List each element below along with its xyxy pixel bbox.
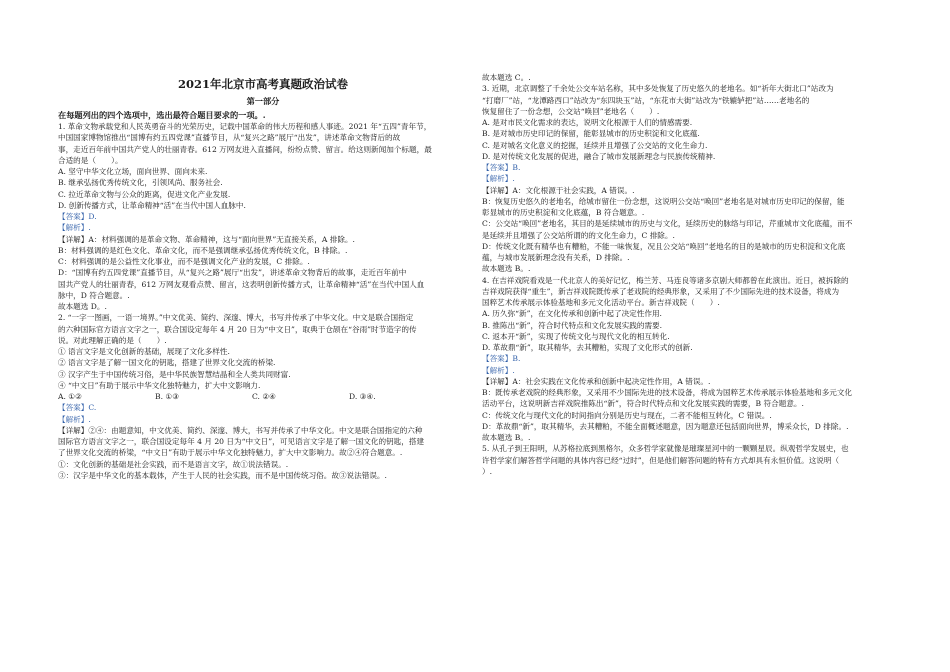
- q2-detail-line: ①：文化创新的基础是社会实践，而不是语言文字，故①说法错误。.: [58, 459, 289, 469]
- q2-option-b: B. ①③: [155, 392, 180, 401]
- q5-stem-line: 许哲学家们解答哲学问题的具体内容已经“过时”，但是他们解答问题的特有方式却具有永恒价值。这说明（: [482, 455, 840, 465]
- part-heading: 第一部分: [246, 96, 280, 106]
- q3-stem-line: 恢复留住了一份念想，公交站“唤回”老地名（ ）.: [482, 106, 660, 116]
- q3-answer: 【答案】B.: [482, 163, 521, 172]
- q4-detail-line: C：传统文化与现代文化的时间指向分别是历史与现在，二者不能相互转化，C 错误。.: [482, 410, 772, 420]
- q4-detail-line: B：既传承老戏院的经典形象，又采用不少国际先进的技术设备，将成为国粹艺术传承展示体验基地和多元文化: [482, 388, 853, 397]
- q2-stem-line: 的六种国际官方语言文字之一，联合国设定每年 4 月 20 日为“中文日”，取典于仓颉在“谷雨”时节造字的传: [58, 324, 417, 334]
- q1-detail-line: C：材料强调的是公益性文化事业，而不是强调文化产业的发展，C 排除。.: [58, 257, 310, 266]
- q3-detail-line: 彰显城市的历史积淀和文化底蕴，B 符合题意。.: [482, 208, 645, 217]
- q3-detail-line: 故本题选 B。.: [482, 264, 531, 274]
- q4-stem-line: 4. 在吉祥戏院看戏是一代北京人的美好记忆，梅兰芳、马连良等诸多京剧大师都曾在此演出。近日，被拆除的: [482, 275, 849, 285]
- q1-detail-line: 故本题选 D。.: [58, 302, 107, 311]
- q1-option-b: B. 继承弘扬优秀传统文化，引领风尚、服务社会.: [58, 178, 223, 188]
- q1-stem-line: 1. 革命文物承载党和人民英勇奋斗的光荣历史，记载中国革命的伟大历程和感人事迹。2021 年“五四”青年节，: [58, 122, 432, 131]
- q3-detail-line: C：公交站“唤回”老地名，其目的是延续城市的历史与文化，延续历史的脉络与印记，芹重城市文化底蕴，而不: [482, 219, 853, 229]
- q2-answer: 【答案】C.: [58, 403, 97, 413]
- q3-analysis-label: 【解析】.: [482, 174, 515, 184]
- q2-statement-4: ④ “中文日”有助于展示中华文化独特魅力，扩大中文影响力.: [58, 380, 261, 390]
- q1-answer: 【答案】D.: [58, 212, 97, 221]
- q1-stem-line: 中国国家博物馆推出“国博有约五四党课”直播节目，从“复兴之路”展厅“出发”，讲述革命文物背后的故: [58, 133, 401, 143]
- question-4: [482, 275, 894, 444]
- q1-detail-line: D：“国博有约五四党课”直播节目，从“复兴之路”展厅“出发”，讲述革命文物背后的故事，走近百年前中: [58, 268, 407, 278]
- q3-option-d: D. 是对传统文化发展的促进，融合了城市发展新理念与民族传统精神.: [482, 151, 716, 161]
- q2-statement-2: ② 语言文字是了解一国文化的钥匙，搭建了世界文化交流的桥梁.: [58, 358, 276, 368]
- question-1: [58, 121, 468, 312]
- q2-detail-line: ③：汉字是中华文化的基本载体，产生于人民的社会实践，而不是中国传统习俗。故③说法错误。.: [58, 470, 387, 480]
- q3-stem-line: “打磨厂”站，“龙潭路西口”站改为“东四块玉”站，“东花市大街”站改为“铁辘轳把”站……老地名的: [482, 95, 810, 105]
- q2-option-a: A. ①②: [58, 392, 82, 401]
- q1-option-c: C. 拉近革命文物与公众的距离，促进文化产业发展.: [58, 189, 231, 199]
- q2-option-c: C. ②④: [252, 392, 276, 401]
- q2-detail-line: 国际官方语言文字之一，联合国设定每年 4 月 20 日为“中文日”，可见语言文字是了解一国文化的钥匙，搭建: [58, 437, 425, 446]
- q2-analysis-label: 【解析】.: [58, 414, 91, 424]
- q2-options: [58, 391, 468, 402]
- right-column: [482, 72, 894, 477]
- q2-conclusion: 故本题选 C。.: [482, 73, 531, 82]
- q3-option-c: C. 是对城名文化意义的挖掘，延续并且增强了公交站的文化生命力.: [482, 140, 708, 150]
- q4-answer: 【答案】B.: [482, 354, 521, 364]
- q2-detail-line: 了世界文化交流的桥梁，“中文日”有助于展示中华文化独特魅力，扩大中文影响力。故②④符合题意。.: [58, 448, 403, 458]
- q3-detail-line: D：传统文化既有精华也有糟粕，不能一味恢复，况且公交站“唤回”老地名的目的是城市的历史积淀和文化底: [482, 241, 846, 251]
- left-column: [58, 76, 468, 481]
- q4-analysis-label: 【解析】.: [482, 365, 515, 375]
- q5-stem-line: ）.: [482, 466, 493, 476]
- q3-option-a: A. 是对市民文化需求的表达，说明文化根源于人们的情感需要.: [482, 118, 693, 127]
- q4-detail-line: 活动平台，这说明新吉祥戏院推陈出“新”，符合时代特点和文化发展实践的需要，B 符合题意。.: [482, 399, 804, 409]
- q1-detail-line: B：材料强调的是红色文化、革命文化，而不是强调继承弘扬优秀传统文化，B 排除。.: [58, 245, 348, 255]
- q1-analysis-label: 【解析】.: [58, 223, 91, 233]
- question-2: [58, 312, 468, 481]
- q2-statement-3: ③ 汉字产生于中国传统习俗，是中华民族智慧结晶和全人类共同财富.: [58, 369, 291, 379]
- q4-detail-line: 【详解】A：社会实践在文化传承和创新中起决定性作用，A 错误。.: [482, 376, 711, 386]
- q4-option-a: A. 历久弥“新”，在文化传承和创新中起了决定性作用.: [482, 309, 662, 319]
- q1-stem-line: 事，走近百年前中国共产党人的壮丽青春。612 万网友进入直播间，纷纷点赞、留言。给这则新闻加个标题，最: [58, 144, 432, 154]
- q3-stem-line: 3. 近期，北京调整了千余处公交车站名称，其中多处恢复了历史悠久的老地名。如“祈年大街北口”站改为: [482, 84, 834, 94]
- instruction: 在每题列出的四个选项中，选出最符合题目要求的一项。.: [58, 110, 266, 120]
- question-3: [482, 83, 894, 274]
- q1-stem-line: 合适的是（ ）。: [58, 155, 123, 165]
- q2-detail-line: 【详解】②④：由题意知，中文优美、简约、深邃、博大，书写并传承了中华文化。中文是联合国指定的六种: [58, 425, 423, 435]
- q3-detail-line: 【详解】A：文化根源于社会实践，A 错误。.: [482, 185, 635, 195]
- q4-detail-line: 故本题选 B。.: [482, 433, 531, 442]
- q3-option-b: B. 是对城市历史印记的保留，能彰显城市的历史积淀和文化底蕴.: [482, 129, 700, 139]
- q1-detail-line: 国共产党人的壮丽青春，612 万网友观看点赞、留言，这表明创新传播方式，让革命精神“活”在当代中国人血: [58, 279, 425, 289]
- q4-stem-line: 吉祥戏院获得“重生”，新吉祥戏院既传承了老戏院的经典形象，又采用了不少国际先进的技术设备，将成为: [482, 286, 840, 296]
- q5-stem-line: 5. 从孔子到王阳明，从苏格拉底到黑格尔，众多哲学家就像是璀璨星河中的一颗颗星辰。纵观哲学发展史，也: [482, 444, 849, 454]
- question-5: [482, 443, 894, 477]
- q3-detail-line: 蕴，与城市发展新理念没有关系，D 排除。.: [482, 253, 630, 262]
- q3-detail-line: 是延续并且增强了公交站所谓的的文化生命力，C 排除。.: [482, 230, 675, 240]
- q2-statement-1: ① 语言文字是文化创新的基础，展现了文化多样性.: [58, 347, 230, 356]
- q1-detail-line: 脉中，D 符合题意。.: [58, 290, 130, 300]
- q1-detail-line: 【详解】A：材料强调的是革命文物、革命精神，这与“面向世界”无直接关系，A 排除。.: [58, 234, 355, 244]
- q4-option-b: B. 推陈出“新”，符合时代特点和文化发展实践的需要.: [482, 320, 663, 330]
- q2-stem-line: 2. “一字一图画，一语一境界。”中文优美、简约、深邃、博大，书写并传承了中华文化。中文是联合国指定: [58, 313, 414, 323]
- q4-option-c: C. 返本开“新”，实现了传统文化与现代文化的相互转化.: [482, 331, 670, 341]
- q2-option-d: D. ③④.: [349, 392, 376, 401]
- q2-stem-line: 说。对此理解正确的是（ ）.: [58, 335, 167, 345]
- q3-detail-line: B：恢复历史悠久的老地名，给城市留住一份念想，这说明公交站“唤回”老地名是对城市历史印记的保留，能: [482, 196, 845, 206]
- q1-option-a: A. 坚守中华文化立场，面向世界、面向未来.: [58, 167, 208, 176]
- q1-option-d: D. 创新传播方式，让革命精神“活”在当代中国人血脉中.: [58, 200, 246, 210]
- q4-option-d: D. 革故鼎“新”，取其精华，去其糟粕，实现了文化形式的创新.: [482, 343, 693, 352]
- q4-detail-line: D：革故鼎“新”，取其精华，去其糟粕，不能全面概述题意，因为题意还包括面向世界，博采众长，D 排除。.: [482, 421, 849, 431]
- q4-stem-line: 国粹艺术传承展示体验基地和多元文化活动平台。新吉祥戏院（ ）.: [482, 298, 720, 307]
- page-title: 2021年北京市高考真题政治试卷: [177, 77, 348, 91]
